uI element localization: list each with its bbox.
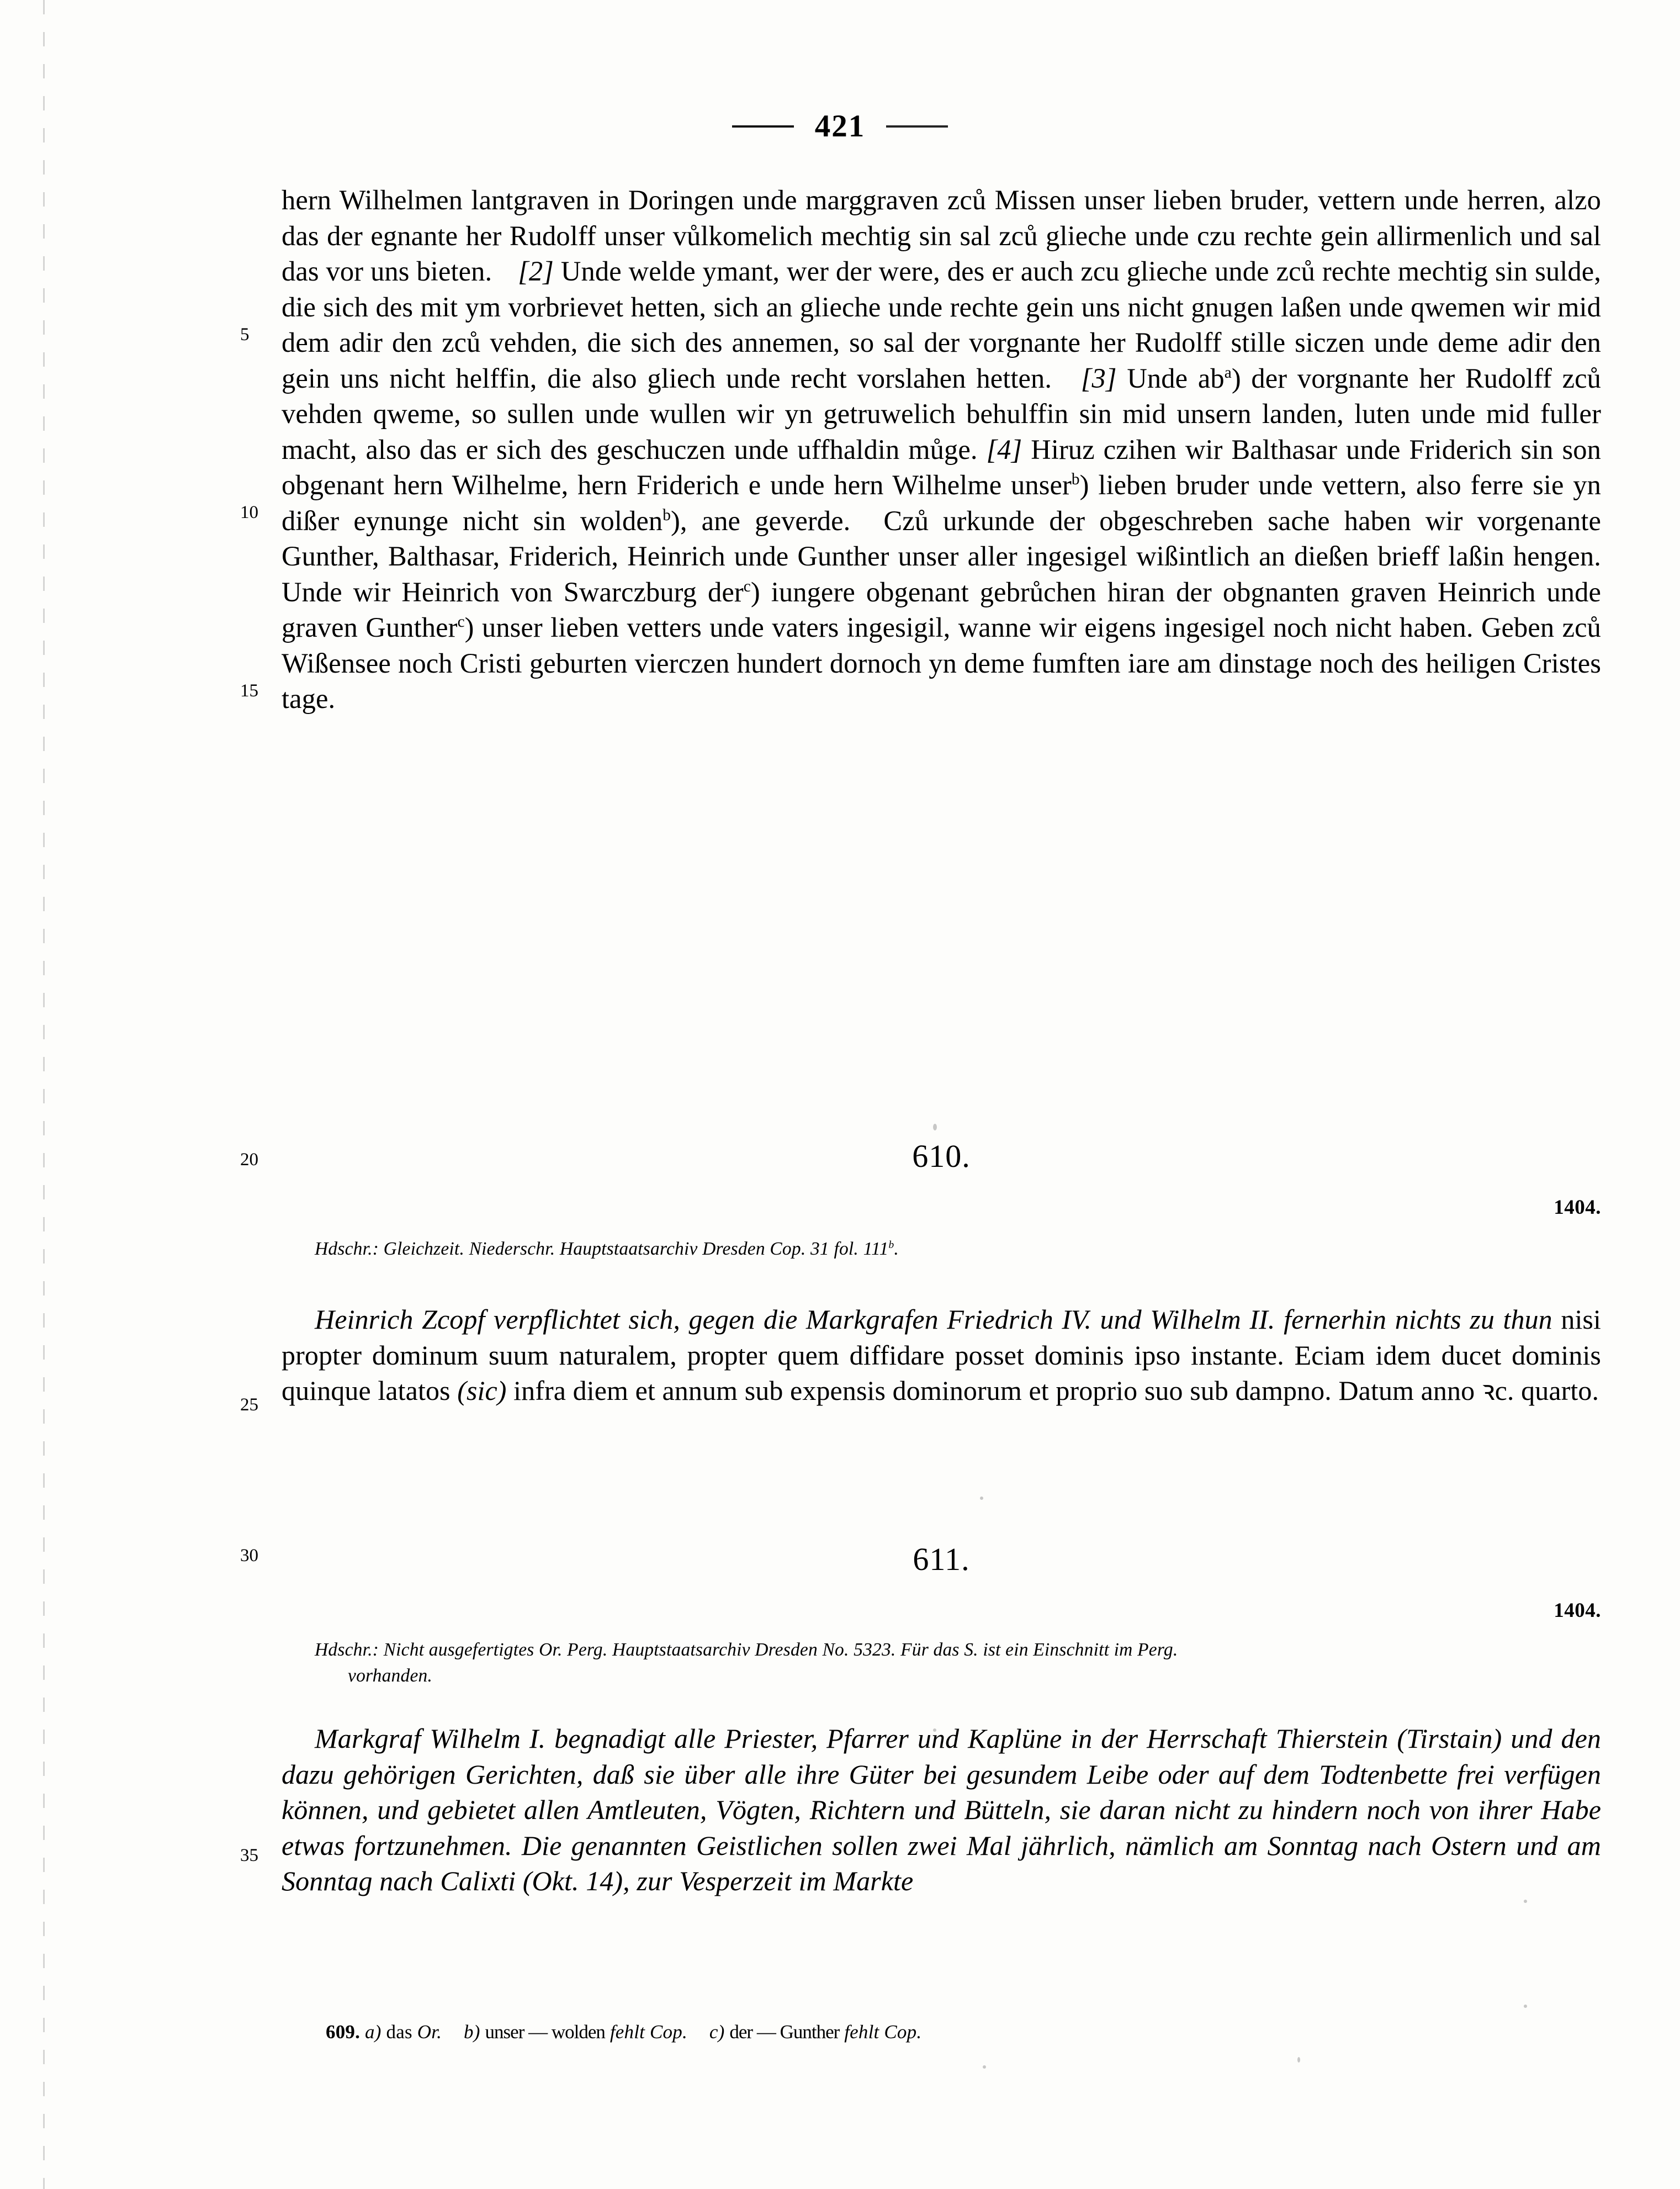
charter-609-text-2: Unde welde ymant, wer der were, des er auch zcu glieche unde zců rechte mechtig sin sulde, die sich des mit ym vorbrievet hetten, sich an glieche unde rechte gein uns nicht gnugen laßen unde qwemen wir mid dem adir den zců vehden, die sich des annemen, so sal der vorgnante her Rudolff stille siczen unde deme adir den gein uns nicht helffin, die also gliech unde recht vorslahen hetten. <box>282 256 1602 394</box>
footnote-apparatus <box>326 2021 1601 2043</box>
scan-speck <box>1524 2005 1527 2008</box>
line-number-35: 35 <box>240 1846 258 1865</box>
charter-609-paragraph <box>282 182 1601 717</box>
entry-610-source-sup: b <box>888 1239 894 1251</box>
footnote-b-italic: fehlt Cop. <box>610 2021 687 2043</box>
scan-speck <box>933 1124 937 1130</box>
entry-611-source-line-1: Hdschr.: Nicht ausgefertigtes Or. Perg. Hauptstaatsarchiv Dresden No. 5323. Für das S. ist ein Einschnitt im Perg. <box>315 1640 1178 1660</box>
charter-609-text-3a: Unde ab <box>1127 362 1225 394</box>
charter-609-text-3b: ) der vorgnante her Rudolff zců vehden qweme, so sullen unde wullen wir yn getruwelich behulffin sin mid unsern landen, luten unde mid fuller macht, also das er sich des geschuczen unde uffhaldin můge. <box>282 362 1601 465</box>
charter-609-text-4a: Hiruz czihen wir Balthasar unde Friderich sin son obgenant hern Wilhelme, hern Friderich e unde hern Wilhelme unser <box>282 433 1601 500</box>
page-header <box>0 108 1680 144</box>
scan-speck <box>1297 2057 1300 2063</box>
charter-609-text-4c: ), ane geverde. <box>670 505 851 536</box>
line-number-30: 30 <box>240 1546 258 1566</box>
entry-611-number: 611. <box>913 1541 970 1577</box>
entry-610 <box>240 1138 1601 1415</box>
entry-611 <box>240 1541 1601 1899</box>
page-rule-right <box>886 125 948 128</box>
entry-610-regest-italic: Heinrich Zcopf verpflichtet sich, gegen die Markgrafen Friedrich IV. und Wilhelm II. fernerhin nichts zu thun <box>315 1304 1552 1335</box>
charter-609-text-4b: ) lieben bruder unde vettern, also ferre sie yn dißer eynunge nicht sin wolden <box>282 469 1601 536</box>
line-number-20: 20 <box>240 1150 258 1170</box>
entry-610-regest-latin-1: nisi propter dominum suum naturalem, propter quem diffidare posset dominis ipso instante. Eciam idem ducet dominis quinque latatos <box>282 1304 1601 1406</box>
entry-610-source <box>282 1236 1601 1262</box>
footnote-c-italic: fehlt Cop. <box>844 2021 922 2043</box>
page-rule-left <box>732 125 794 128</box>
entry-610-source-end: . <box>894 1239 899 1259</box>
entry-611-source-line-2: vorhanden. <box>348 1665 433 1686</box>
line-number-15: 15 <box>240 681 258 701</box>
footnote-a-roman: das <box>386 2021 412 2043</box>
footnote-b-label: b) <box>464 2021 480 2043</box>
entry-610-year: 1404. <box>1554 1196 1601 1219</box>
footnote-a-italic: Or. <box>417 2021 442 2043</box>
entry-611-year: 1404. <box>1554 1599 1601 1622</box>
footnote-ref-b1: b <box>1071 470 1080 489</box>
charter-609-marker-2: [2] <box>518 256 554 287</box>
charter-609-text-1: hern Wilhelmen lantgraven in Doringen unde marggraven zců Missen unser lieben bruder, vettern unde herren, alzo das der egnante her Rudolff unser vůlkomelich mechtig sin sal zců glieche unde czu rechte gein allirmenlich und sal das vor uns bieten. <box>282 184 1601 287</box>
charter-609-marker-3: [3] <box>1080 362 1117 394</box>
scan-speck <box>980 1497 983 1500</box>
charter-609-marker-4: [4] <box>986 433 1022 465</box>
footnote-b-roman: unser — wolden <box>485 2021 605 2043</box>
footnote-c-roman: der — Gunther <box>729 2021 840 2043</box>
line-number-25: 25 <box>240 1395 258 1415</box>
entry-610-source-text: Hdschr.: Gleichzeit. Niederschr. Hauptstaatsarchiv Dresden Cop. 31 fol. 111 <box>315 1239 889 1259</box>
entry-610-regest <box>282 1302 1601 1409</box>
footnote-entry-number: 609. <box>326 2021 361 2043</box>
entry-611-regest-text: Markgraf Wilhelm I. begnadigt alle Priester, Pfarrer und Kaplüne in der Herrschaft Thierstein (Tirstain) und den dazu gehörigen Gerichten, daß sie über alle ihre Güter bei gesundem Leibe oder auf dem Todtenbette frei verfügen können, und gebietet allen Amtleuten, Vögten, Richtern und Bütteln, sie daran nicht zu hindern noch von ihrer Habe etwas fortzunehmen. Die genannten Geistlichen sollen zwei Mal jährlich, nämlich am Sonntag nach Ostern und am Sonntag nach Calixti (Okt. 14), zur Vesperzeit im Markte <box>282 1723 1601 1896</box>
charter-609-text-5c: ) unser lieben vetters unde vaters ingesigil, wanne wir eigens ingesigel noch nicht haben. Geben zců Wißensee noch Cristi geburten vierczen hundert dornoch yn deme fumften iare am dinstage noch des heiligen Cristes tage. <box>282 612 1601 714</box>
footnote-a-label: a) <box>365 2021 381 2043</box>
scan-speck <box>983 2065 986 2069</box>
footnote-c-label: c) <box>709 2021 725 2043</box>
line-number-10: 10 <box>240 503 258 522</box>
entry-610-regest-sic: (sic) <box>457 1375 507 1406</box>
footnote-ref-a: a <box>1224 363 1232 382</box>
footnote-ref-c2: c <box>457 613 465 631</box>
footnote-ref-c1: c <box>743 577 751 595</box>
scan-speck <box>1524 1900 1527 1903</box>
entry-610-number: 610. <box>912 1138 971 1174</box>
charter-609-body <box>240 182 1602 717</box>
footnote-ref-b2: b <box>663 506 671 524</box>
charter-609-text-5b: ) iungere obgenant gebrůchen hiran der obgnanten graven Heinrich unde graven Gunther <box>282 576 1601 643</box>
entry-611-regest <box>282 1721 1601 1899</box>
page-number: 421 <box>814 109 866 144</box>
line-number-5: 5 <box>240 325 250 345</box>
charter-609-text-5a: Czů urkunde der obgeschreben sache haben wir vorgenante Gunther, Balthasar, Friderich, Heinrich unde Gunther unser aller ingesigel wißintlich an dießen brieff laßin hengen. Unde wir Heinrich von Swarczburg der <box>282 505 1601 607</box>
scan-edge-artifact <box>43 0 45 2189</box>
entry-610-regest-latin-2: infra diem et annum sub expensis dominorum et proprio suo sub dampno. Datum anno ꝛc. quarto. <box>513 1375 1599 1406</box>
